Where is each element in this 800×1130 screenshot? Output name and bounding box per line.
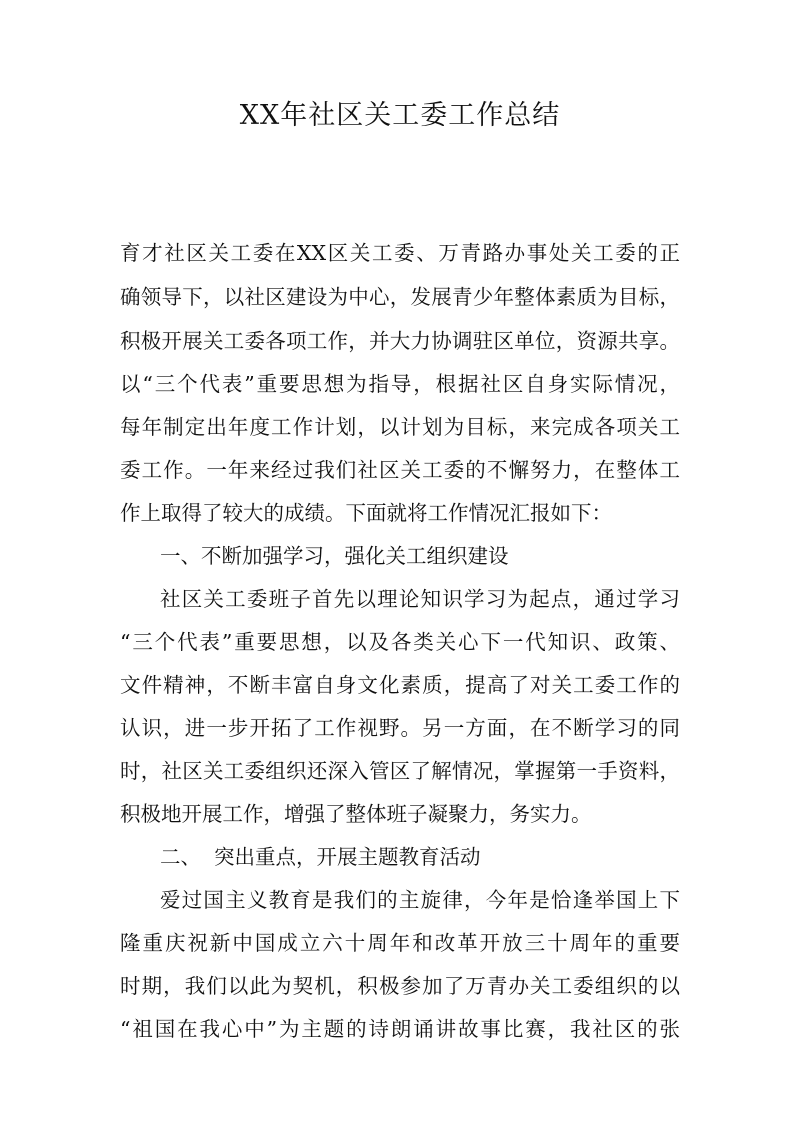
body-line: 社区关工委班子首先以理论知识学习为起点，通过学习 <box>160 587 680 611</box>
body-line: 爱过国主义教育是我们的主旋律，今年是恰逢举国上下 <box>160 888 680 912</box>
body-line: 积极地开展工作，增强了整体班子凝聚力，务实力。 <box>120 802 592 826</box>
body-line: “祖国在我心中”为主题的诗朗诵讲故事比赛，我社区的张 <box>120 1017 680 1041</box>
body-line: 时期，我们以此为契机，积极参加了万青办关工委组织的以 <box>120 974 680 998</box>
body-line: 育才社区关工委在XX区关工委、万青路办事处关工委的正 <box>120 241 680 265</box>
body-line: 认识，进一步开拓了工作视野。另一方面，在不断学习的同 <box>120 716 680 740</box>
section-heading-1: 一、不断加强学习，强化关工组织建设 <box>160 544 509 568</box>
body-line: 隆重庆祝新中国成立六十周年和改革开放三十周年的重要 <box>120 931 680 955</box>
body-line: 确领导下，以社区建设为中心，发展青少年整体素质为目标， <box>120 285 680 309</box>
document-title: XX年社区关工委工作总结 <box>239 100 561 131</box>
body-line: 文件精神，不断丰富自身文化素质，提高了对关工委工作的 <box>120 673 680 697</box>
body-line: 每年制定出年度工作计划，以计划为目标，来完成各项关工 <box>120 415 680 439</box>
body-line: “三个代表”重要思想，以及各类关心下一代知识、政策、 <box>120 630 680 654</box>
body-line: 积极开展关工委各项工作，并大力协调驻区单位，资源共享。 <box>120 329 680 353</box>
body-line: 作上取得了较大的成绩。下面就将工作情况汇报如下： <box>120 501 612 525</box>
section-heading-2: 二、 突出重点，开展主题教育活动 <box>160 845 481 869</box>
body-line: 时，社区关工委组织还深入管区了解情况，掌握第一手资料， <box>120 759 680 783</box>
body-line: 以“三个代表”重要思想为指导，根据社区自身实际情况， <box>120 372 680 396</box>
body-line: 委工作。一年来经过我们社区关工委的不懈努力，在整体工 <box>120 458 680 482</box>
